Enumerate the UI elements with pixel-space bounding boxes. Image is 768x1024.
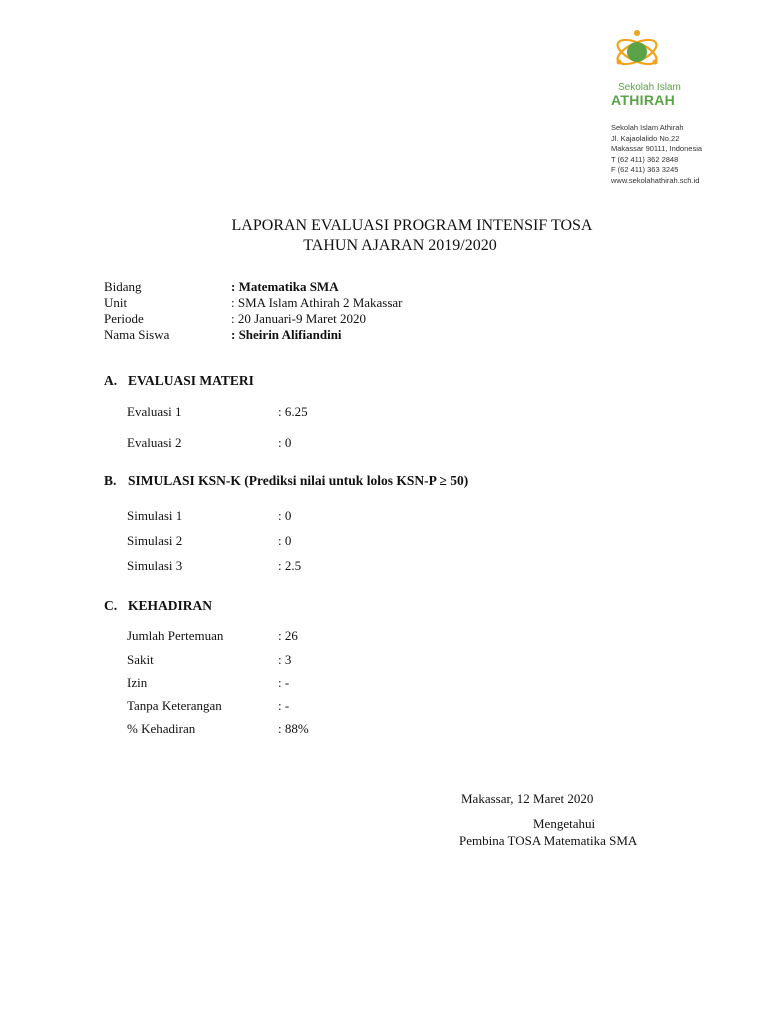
section-letter: B. [104, 473, 117, 488]
row-value: : 26 [278, 628, 298, 643]
row-value: : 0 [278, 508, 292, 523]
contact-line: Sekolah Islam Athirah [611, 123, 684, 132]
row-label: Jumlah Pertemuan [127, 628, 224, 643]
section-b-heading [104, 473, 468, 489]
unit-label: Unit [104, 295, 128, 310]
section-c-heading [104, 598, 212, 614]
report-title: LAPORAN EVALUASI PROGRAM INTENSIF TOSA [231, 217, 593, 234]
contact-line: Jl. Kajaolalido No.22 [611, 133, 680, 143]
bidang-value: : Matematika SMA [231, 279, 339, 294]
row-value: : - [278, 698, 290, 713]
row-value: : 6.25 [278, 404, 308, 419]
row-value: : 0 [278, 435, 292, 450]
unit-value: : SMA Islam Athirah 2 Makassar [231, 295, 403, 310]
row-label: Evaluasi 1 [127, 404, 182, 419]
contact-line: F (62 411) 363 3245 [611, 165, 679, 174]
row-label: Tanpa Keterangan [127, 698, 222, 713]
section-letter: A. [104, 373, 118, 388]
row-value: : 2.5 [278, 558, 302, 573]
athirah-atom-logo-icon [614, 28, 660, 80]
row-label: Izin [127, 675, 148, 690]
periode-value: : 20 Januari-9 Maret 2020 [231, 311, 367, 326]
bidang-label: Bidang [104, 279, 142, 294]
section-title: KEHADIRAN [128, 598, 213, 613]
row-value: : 88% [278, 721, 309, 736]
section-letter: C. [104, 598, 118, 613]
contact-line: T (62 411) 362 2848 [611, 154, 679, 164]
place-date: Makassar, 12 Maret 2020 [461, 791, 594, 806]
school-letterhead [592, 22, 738, 200]
mengetahui-label: Mengetahui [533, 816, 596, 831]
school-name-big: ATHIRAH [611, 92, 676, 108]
row-label: Simulasi 2 [127, 533, 183, 548]
row-label: Evaluasi 2 [127, 435, 182, 450]
row-value: : 3 [278, 652, 292, 667]
nama-label: Nama Siswa [104, 327, 170, 342]
contact-line: www.sekolahathirah.sch.id [611, 175, 700, 185]
section-title: EVALUASI MATERI [128, 373, 254, 388]
row-value: : - [278, 675, 290, 690]
section-title: SIMULASI KSN-K (Prediksi nilai untuk lolos KSN-P ≥ 50) [128, 473, 469, 488]
row-label: % Kehadiran [127, 721, 196, 736]
section-a-heading [104, 373, 254, 389]
periode-label: Periode [104, 311, 144, 326]
row-label: Simulasi 3 [127, 558, 183, 573]
report-subtitle: TAHUN AJARAN 2019/2020 [303, 237, 497, 254]
row-value: : 0 [278, 533, 292, 548]
school-contact [611, 123, 702, 186]
school-name-small: Sekolah Islam [618, 82, 681, 93]
row-label: Simulasi 1 [127, 508, 183, 523]
nama-value: : Sheirin Alifiandini [231, 327, 342, 342]
signer-role: Pembina TOSA Matematika SMA [459, 833, 638, 848]
row-label: Sakit [127, 652, 154, 667]
contact-line: Makassar 90111, Indonesia [611, 144, 703, 153]
